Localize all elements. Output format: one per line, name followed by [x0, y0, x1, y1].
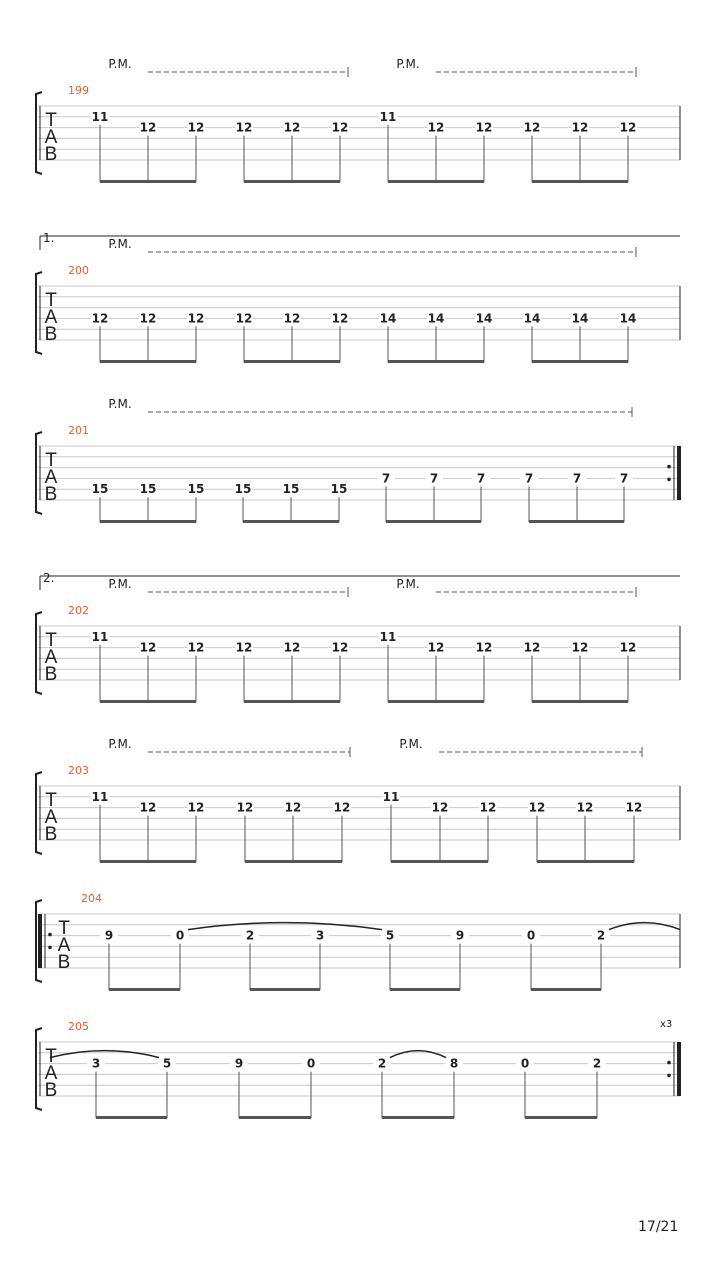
system-199 [36, 57, 680, 183]
repeat-end-thick-bar [677, 1042, 681, 1096]
system-bracket [36, 772, 42, 854]
fret-number: 12 [571, 120, 589, 135]
fret-number: 7 [572, 471, 582, 486]
fret-number: 12 [427, 640, 445, 655]
fret-number: 12 [91, 311, 109, 326]
fret-number: 9 [234, 1056, 244, 1071]
system-bracket [36, 612, 42, 694]
fret-number: 12 [283, 640, 301, 655]
fret-number: 12 [331, 120, 349, 135]
page-number: 17/21 [638, 1219, 679, 1235]
tab-clef-letter: A [44, 807, 58, 828]
fret-number: 15 [282, 482, 300, 497]
beam [100, 860, 196, 863]
repeat-dot [48, 933, 52, 937]
repeat-dot [667, 478, 671, 482]
tie-arc [609, 923, 680, 930]
fret-number: 15 [91, 482, 109, 497]
fret-number: 2 [245, 928, 255, 943]
system-bracket [36, 432, 42, 514]
fret-number: 12 [139, 640, 157, 655]
tab-clef-letter: A [44, 1063, 58, 1084]
tab-clef-letter: T [45, 1046, 57, 1067]
fret-number: 7 [429, 471, 439, 486]
system-201 [36, 397, 681, 523]
tab-clef-letter: B [44, 484, 58, 505]
fret-number: 15 [330, 482, 348, 497]
repeat-end-thick-bar [677, 446, 681, 500]
beam [250, 988, 320, 991]
fret-number: 14 [523, 311, 541, 326]
palm-mute-label: P.M. [108, 397, 132, 411]
beam [382, 1116, 454, 1119]
tab-clef-letter: B [44, 824, 58, 845]
tab-clef-letter: T [58, 918, 70, 939]
beam [537, 860, 634, 863]
fret-number: 12 [475, 640, 493, 655]
tab-clef-letter: T [45, 790, 57, 811]
system-203 [36, 737, 680, 863]
fret-number: 12 [625, 800, 643, 815]
fret-number: 12 [528, 800, 546, 815]
repeat-dot [667, 1061, 671, 1065]
palm-mute-label: P.M. [108, 737, 132, 751]
fret-number: 14 [619, 311, 637, 326]
measure-number: 204 [81, 892, 102, 905]
fret-number: 12 [523, 640, 541, 655]
fret-number: 0 [175, 928, 185, 943]
measure-number: 202 [68, 604, 89, 617]
fret-number: 15 [187, 482, 205, 497]
fret-number: 14 [427, 311, 445, 326]
fret-number: 12 [236, 800, 254, 815]
fret-number: 7 [524, 471, 534, 486]
tab-clef-letter: A [44, 307, 58, 328]
tie-arc [50, 1051, 159, 1058]
fret-number: 7 [476, 471, 486, 486]
fret-number: 12 [571, 640, 589, 655]
fret-number: 11 [379, 629, 397, 644]
palm-mute-label: P.M. [396, 577, 420, 591]
system-bracket [36, 1028, 42, 1110]
repeat-count: x3 [660, 1019, 673, 1030]
beam [391, 860, 488, 863]
tab-clef-letter: B [44, 1080, 58, 1101]
fret-number: 2 [596, 928, 606, 943]
beam [532, 700, 628, 703]
beam [525, 1116, 597, 1119]
beam [532, 180, 628, 183]
measure-number: 201 [68, 424, 89, 437]
fret-number: 12 [475, 120, 493, 135]
beam [109, 988, 180, 991]
fret-number: 7 [619, 471, 629, 486]
beam [243, 520, 339, 523]
fret-number: 12 [139, 311, 157, 326]
fret-number: 9 [104, 928, 114, 943]
fret-number: 12 [619, 120, 637, 135]
beam [96, 1116, 167, 1119]
fret-number: 5 [162, 1056, 172, 1071]
repeat-dot [48, 946, 52, 950]
fret-number: 14 [475, 311, 493, 326]
fret-number: 12 [139, 800, 157, 815]
volta-number: 2. [43, 571, 55, 585]
fret-number: 12 [187, 800, 205, 815]
fret-number: 12 [187, 120, 205, 135]
fret-number: 2 [592, 1056, 602, 1071]
fret-number: 11 [91, 109, 109, 124]
palm-mute-label: P.M. [399, 737, 423, 751]
fret-number: 12 [523, 120, 541, 135]
beam [390, 988, 460, 991]
beam [386, 520, 481, 523]
fret-number: 15 [234, 482, 252, 497]
beam [100, 360, 196, 363]
palm-mute-label: P.M. [108, 57, 132, 71]
repeat-dot [667, 1074, 671, 1078]
fret-number: 12 [235, 120, 253, 135]
fret-number: 0 [306, 1056, 316, 1071]
fret-number: 12 [576, 800, 594, 815]
fret-number: 11 [91, 629, 109, 644]
fret-number: 5 [385, 928, 395, 943]
beam [388, 360, 484, 363]
beam [245, 860, 342, 863]
fret-number: 3 [91, 1056, 101, 1071]
beam [244, 700, 340, 703]
fret-number: 12 [187, 640, 205, 655]
tab-clef-letter: A [57, 935, 71, 956]
fret-number: 0 [520, 1056, 530, 1071]
beam [100, 520, 196, 523]
palm-mute-label: P.M. [108, 237, 132, 251]
fret-number: 12 [283, 311, 301, 326]
palm-mute-label: P.M. [396, 57, 420, 71]
measure-number: 203 [68, 764, 89, 777]
fret-number: 2 [377, 1056, 387, 1071]
beam [100, 180, 196, 183]
system-205 [36, 1019, 681, 1119]
fret-number: 12 [331, 311, 349, 326]
tab-clef-letter: T [45, 630, 57, 651]
tab-clef-letter: T [45, 450, 57, 471]
system-bracket [36, 272, 42, 354]
measure-number: 205 [68, 1020, 89, 1033]
tab-clef-letter: B [57, 952, 71, 973]
fret-number: 14 [571, 311, 589, 326]
fret-number: 8 [449, 1056, 459, 1071]
tab-clef-letter: T [45, 290, 57, 311]
fret-number: 12 [427, 120, 445, 135]
repeat-start-thick-bar [38, 914, 42, 968]
repeat-dot [667, 465, 671, 469]
palm-mute-label: P.M. [108, 577, 132, 591]
tab-clef-letter: B [44, 664, 58, 685]
fret-number: 7 [381, 471, 391, 486]
fret-number: 11 [91, 789, 109, 804]
system-bracket [36, 92, 42, 174]
fret-number: 12 [284, 800, 302, 815]
fret-number: 12 [331, 640, 349, 655]
fret-number: 14 [379, 311, 397, 326]
beam [529, 520, 624, 523]
beam [239, 1116, 311, 1119]
beam [531, 988, 601, 991]
fret-number: 3 [315, 928, 325, 943]
fret-number: 15 [139, 482, 157, 497]
volta-number: 1. [43, 231, 55, 245]
tab-clef-letter: A [44, 127, 58, 148]
measure-number: 199 [68, 84, 89, 97]
fret-number: 12 [431, 800, 449, 815]
beam [532, 360, 628, 363]
fret-number: 12 [187, 311, 205, 326]
beam [244, 360, 340, 363]
fret-number: 12 [283, 120, 301, 135]
beam [244, 180, 340, 183]
tab-clef-letter: T [45, 110, 57, 131]
tie-arc [390, 1051, 446, 1058]
system-204 [36, 892, 680, 991]
tie-arc [188, 923, 382, 930]
fret-number: 9 [455, 928, 465, 943]
beam [388, 180, 484, 183]
fret-number: 12 [139, 120, 157, 135]
measure-number: 200 [68, 264, 89, 277]
system-202 [36, 571, 680, 703]
fret-number: 12 [235, 311, 253, 326]
beam [100, 700, 196, 703]
fret-number: 11 [379, 109, 397, 124]
beam [388, 700, 484, 703]
tab-clef-letter: B [44, 144, 58, 165]
fret-number: 12 [619, 640, 637, 655]
fret-number: 12 [235, 640, 253, 655]
fret-number: 11 [382, 789, 400, 804]
system-200 [36, 231, 680, 363]
fret-number: 0 [526, 928, 536, 943]
tab-clef-letter: A [44, 647, 58, 668]
fret-number: 12 [333, 800, 351, 815]
tab-clef-letter: B [44, 324, 58, 345]
fret-number: 12 [479, 800, 497, 815]
tab-clef-letter: A [44, 467, 58, 488]
